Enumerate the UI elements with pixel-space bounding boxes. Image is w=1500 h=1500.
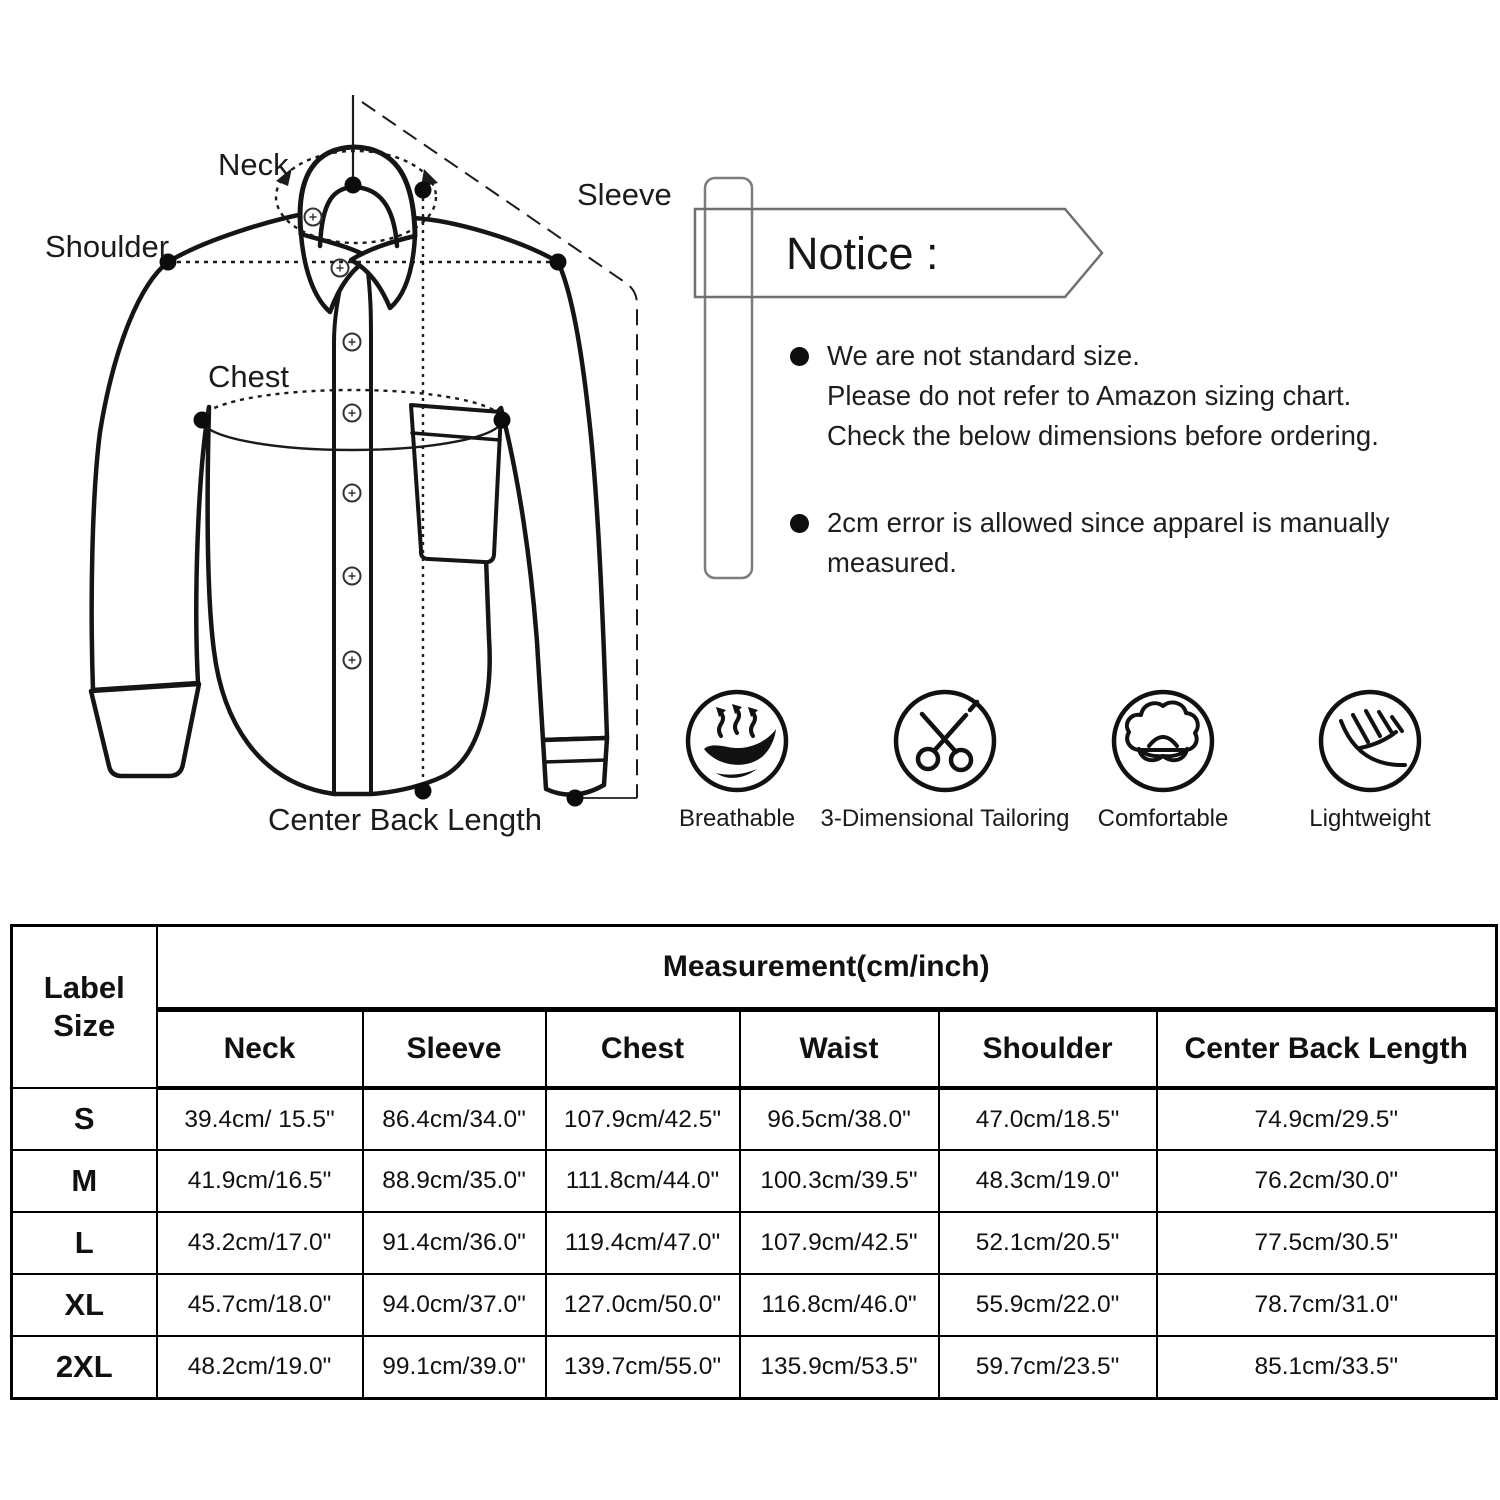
- feature-label: Breathable: [678, 805, 796, 832]
- measurement-table: [10, 924, 1498, 1400]
- value-cell: 99.1cm/39.0": [363, 1336, 546, 1398]
- value-cell: 74.9cm/29.5": [1157, 1088, 1497, 1150]
- column-header-center-back-length: Center Back Length: [1157, 1010, 1497, 1089]
- value-cell: 135.9cm/53.5": [740, 1336, 939, 1398]
- value-cell: 119.4cm/47.0": [546, 1212, 740, 1274]
- sleeve-label: Sleeve: [577, 177, 672, 212]
- feature-comfortable: [1053, 686, 1273, 833]
- value-cell: 77.5cm/30.5": [1157, 1212, 1497, 1274]
- value-cell: 100.3cm/39.5": [740, 1150, 939, 1212]
- table-row-m: [12, 1150, 1497, 1212]
- value-cell: 107.9cm/42.5": [740, 1212, 939, 1274]
- value-cell: 107.9cm/42.5": [546, 1088, 740, 1150]
- notice-line: Check the below dimensions before ordering.: [827, 420, 1379, 451]
- feature-label: 3-Dimensional Tailoring: [820, 805, 1070, 832]
- column-header-shoulder: Shoulder: [939, 1010, 1157, 1089]
- feather-icon: [1315, 686, 1425, 796]
- size-label: M: [12, 1150, 157, 1212]
- corner-line-1: Label: [43, 970, 125, 1005]
- notice-line: We are not standard size.: [827, 340, 1140, 371]
- cotton-icon: [1108, 686, 1218, 796]
- left-cuff: [91, 684, 199, 776]
- table-row-s: [12, 1088, 1497, 1150]
- value-cell: 116.8cm/46.0": [740, 1274, 939, 1336]
- label-size-header: [12, 926, 157, 1089]
- value-cell: 127.0cm/50.0": [546, 1274, 740, 1336]
- measurement-header: Measurement(cm/inch): [157, 926, 1497, 1010]
- value-cell: 52.1cm/20.5": [939, 1212, 1157, 1274]
- value-cell: 76.2cm/30.0": [1157, 1150, 1497, 1212]
- notice-line: measured.: [827, 547, 957, 578]
- value-cell: 86.4cm/34.0": [363, 1088, 546, 1150]
- value-cell: 85.1cm/33.5": [1157, 1336, 1497, 1398]
- column-header-neck: Neck: [157, 1010, 363, 1089]
- value-cell: 139.7cm/55.0": [546, 1336, 740, 1398]
- value-cell: 41.9cm/16.5": [157, 1150, 363, 1212]
- value-cell: 78.7cm/31.0": [1157, 1274, 1497, 1336]
- breathable-icon: [682, 686, 792, 796]
- table-row-l: [12, 1212, 1497, 1274]
- bullet-dot: [790, 514, 809, 533]
- size-label: XL: [12, 1274, 157, 1336]
- size-label: S: [12, 1088, 157, 1150]
- size-label: L: [12, 1212, 157, 1274]
- feature-label: Lightweight: [1309, 805, 1431, 832]
- column-header-sleeve: Sleeve: [363, 1010, 546, 1089]
- feature-tailoring: [820, 686, 1070, 833]
- size-label: 2XL: [12, 1336, 157, 1398]
- shirt-measurement-diagram: [0, 50, 700, 850]
- value-cell: 94.0cm/37.0": [363, 1274, 546, 1336]
- shoulder-label: Shoulder: [45, 229, 170, 264]
- value-cell: 91.4cm/36.0": [363, 1212, 546, 1274]
- neck-label: Neck: [218, 147, 289, 182]
- notice-line: 2cm error is allowed since apparel is manually: [827, 507, 1390, 538]
- table-row-xl: [12, 1274, 1497, 1336]
- bullet-dot: [790, 347, 809, 366]
- pocket: [411, 405, 501, 562]
- value-cell: 48.2cm/19.0": [157, 1336, 363, 1398]
- feature-label: Comfortable: [1097, 805, 1229, 832]
- sign-pole: [705, 178, 752, 578]
- notice-bullets: [790, 336, 1450, 583]
- feature-breathable: [627, 686, 847, 833]
- notice-bullet-1: [790, 336, 1450, 456]
- right-cuff: [543, 738, 607, 795]
- scissors-icon: [890, 686, 1000, 796]
- feature-lightweight: [1260, 686, 1480, 833]
- value-cell: 59.7cm/23.5": [939, 1336, 1157, 1398]
- value-cell: 55.9cm/22.0": [939, 1274, 1157, 1336]
- corner-line-2: Size: [53, 1008, 116, 1043]
- table-row-2xl: [12, 1336, 1497, 1398]
- notice-line: Please do not refer to Amazon sizing chart.: [827, 380, 1352, 411]
- notice-title: Notice :: [786, 228, 939, 279]
- chest-label: Chest: [208, 359, 289, 394]
- value-cell: 111.8cm/44.0": [546, 1150, 740, 1212]
- notice-bullet-2: [790, 503, 1450, 583]
- column-header-waist: Waist: [740, 1010, 939, 1089]
- value-cell: 39.4cm/ 15.5": [157, 1088, 363, 1150]
- size-table-wrapper: [10, 924, 1498, 1400]
- column-header-chest: Chest: [546, 1010, 740, 1089]
- center-back-length-label: Center Back Length: [267, 802, 543, 837]
- value-cell: 88.9cm/35.0": [363, 1150, 546, 1212]
- value-cell: 43.2cm/17.0": [157, 1212, 363, 1274]
- value-cell: 47.0cm/18.5": [939, 1088, 1157, 1150]
- value-cell: 45.7cm/18.0": [157, 1274, 363, 1336]
- value-cell: 96.5cm/38.0": [740, 1088, 939, 1150]
- value-cell: 48.3cm/19.0": [939, 1150, 1157, 1212]
